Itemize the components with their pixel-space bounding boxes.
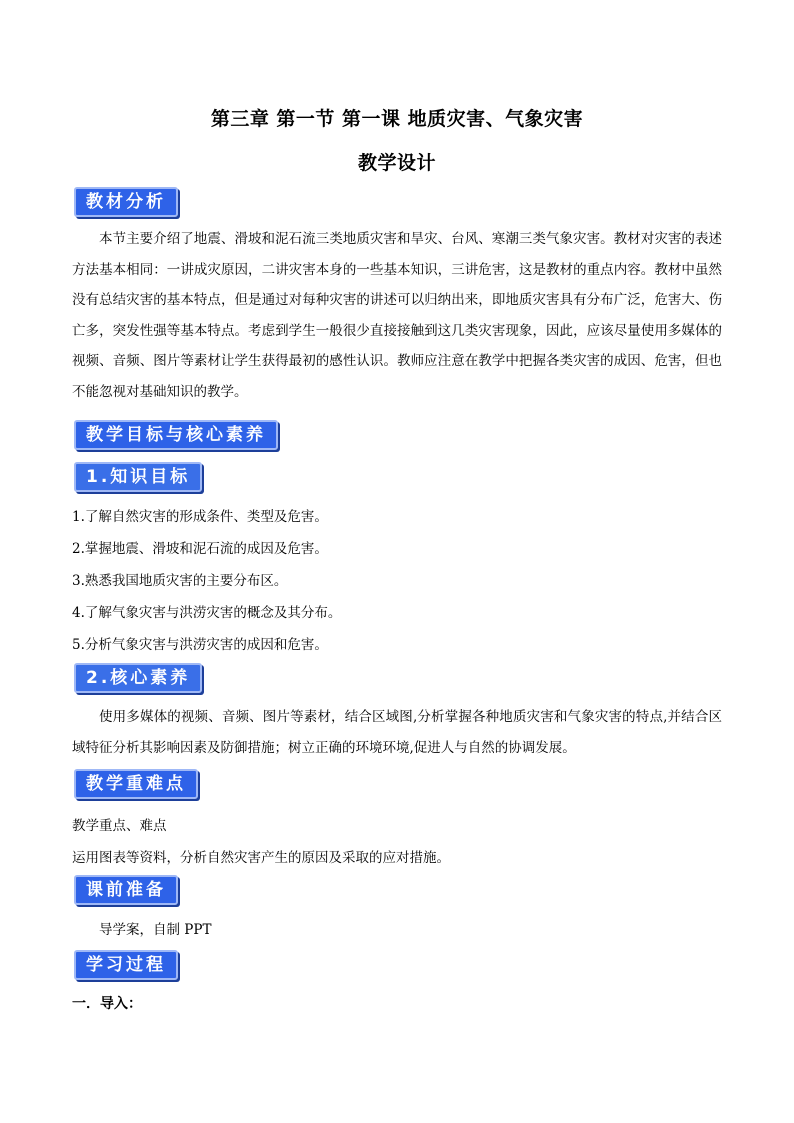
section-heading-keypoints: 教学重难点	[74, 769, 198, 799]
section-heading-goals: 教学目标与核心素养	[74, 420, 278, 450]
knowledge-item-5: 5.分析气象灾害与洪涝灾害的成因和危害。	[72, 637, 328, 653]
keypoints-line-1: 教学重点、难点	[72, 818, 167, 834]
section-heading-prep: 课前准备	[74, 875, 178, 905]
section-heading-analysis: 教材分析	[74, 187, 178, 217]
knowledge-item-3: 3.熟悉我国地质灾害的主要分布区。	[72, 573, 288, 589]
core-paragraph: 使用多媒体的视频、音频、图片等素材，结合区域图,分析掌握各种地质灾害和气象灾害的特点,并结合区域特征分析其影响因素及防御措施；树立正确的环境环境,促进人与自然的协调发展。	[72, 709, 722, 756]
section-heading-process: 学习过程	[74, 950, 178, 980]
knowledge-item-4: 4.了解气象灾害与洪涝灾害的概念及其分布。	[72, 605, 342, 621]
analysis-paragraph: 本节主要介绍了地震、滑坡和泥石流三类地质灾害和旱灾、台风、寒潮三类气象灾害。教材对灾害的表述方法基本相同：一讲成灾原因，二讲灾害本身的一些基本知识，三讲危害，这是教材的重点内容。教材中虽然没有总结灾害的基本特点，但是通过对每种灾害的讲述可以归纳出来，即地质灾害具有分布广泛，危害大、伤亡多，突发性强等基本特点。考虑到学生一般很少直接接触到这几类灾害现象，因此，应该尽量使用多媒体的视频、音频、图片等素材让学生获得最初的感性认识。教师应注意在教学中把握各类灾害的成因、危害，但也不能忽视对基础知识的教学。	[72, 231, 722, 400]
keypoints-line-2: 运用图表等资料，分析自然灾害产生的原因及采取的应对措施。	[72, 850, 450, 866]
section-heading-core: 2.核心素养	[74, 663, 202, 693]
prep-text: 导学案，自制 PPT	[99, 922, 212, 938]
document-title: 第三章 第一节 第一课 地质灾害、气象灾害	[210, 108, 584, 130]
document-subtitle: 教学设计	[357, 152, 436, 174]
knowledge-item-2: 2.掌握地震、滑坡和泥石流的成因及危害。	[72, 541, 328, 557]
knowledge-item-1: 1.了解自然灾害的形成条件、类型及危害。	[72, 509, 328, 525]
section-heading-knowledge: 1.知识目标	[74, 462, 202, 492]
process-step-1: 一．导入：	[72, 996, 142, 1012]
